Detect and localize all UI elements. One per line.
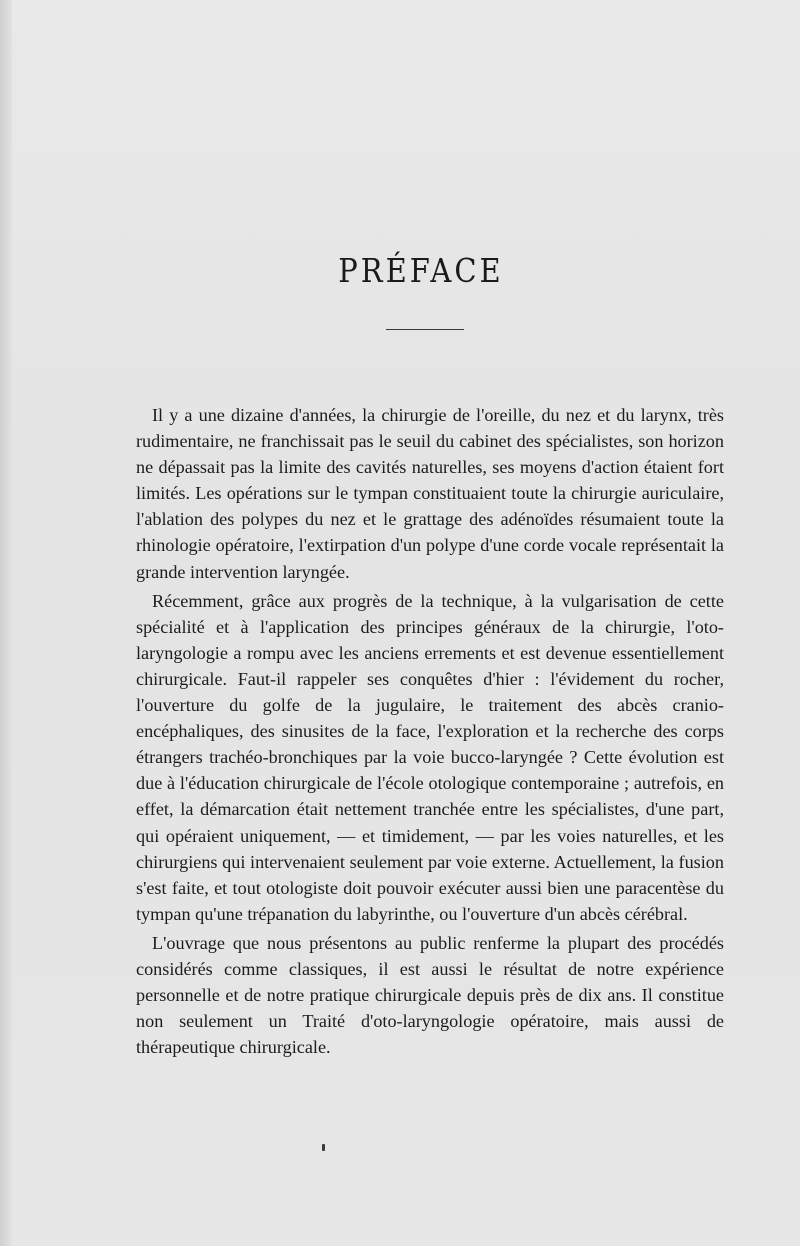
page-title: PRÉFACE [338,252,504,291]
preface-body [136,402,724,1060]
page-edge-shadow [0,0,12,1246]
paragraph-2: Récemment, grâce aux progrès de la technique, à la vulgarisation de cette spécialité et à l'application des principes généraux de la chirurgie, l'oto-laryngologie a rompu avec les anciens errements et est devenue essentiellement chirurgicale. Faut-il rappeler ses conquêtes d'hier : l'évidement du rocher, l'ouverture du golfe de la jugulaire, le traitement des abcès cranio-encéphaliques, des sinusites de la face, l'exploration et la recherche des corps étrangers trachéo-bronchiques par la voie bucco-laryngée ? Cette évolution est due à l'éducation chirurgicale de l'école otologique contemporaine ; autrefois, en effet, la démarcation était nettement tranchée entre les spécialistes, d'une part, qui opéraient uniquement, — et timidement, — par les voies naturelles, et les chirurgiens qui intervenaient seulement par voie externe. Actuellement, la fusion s'est faite, et tout otologiste doit pouvoir exécuter aussi bien une paracentèse du tympan qu'une trépanation du labyrinthe, ou l'ouverture d'un abcès cérébral. [136,590,724,924]
paragraph-1: Il y a une dizaine d'années, la chirurgie de l'oreille, du nez et du larynx, très rudimentaire, ne franchissait pas le seuil du cabinet des spécialistes, son horizon ne dépassait pas la limite des cavités naturelles, ses moyens d'action étaient fort limités. Les opérations sur le tympan constituaient toute la chirurgie auriculaire, l'ablation des polypes du nez et le grattage des adénoïdes résumaient toute la rhinologie opératoire, l'extirpation d'un polype d'une corde vocale représentait la grande intervention laryngée. [136,405,724,582]
paragraph-3: L'ouvrage que nous présentons au public renferme la plupart des procédés considérés comme classiques, il est aussi le résultat de notre expérience personnelle et de notre pratique chirurgicale depuis près de dix ans. Il constitue non seulement un Traité d'oto-laryngologie opératoire, mais aussi de thérapeutique chirurgicale. [136,932,724,1058]
title-divider [386,329,464,330]
print-mark [322,1144,325,1151]
